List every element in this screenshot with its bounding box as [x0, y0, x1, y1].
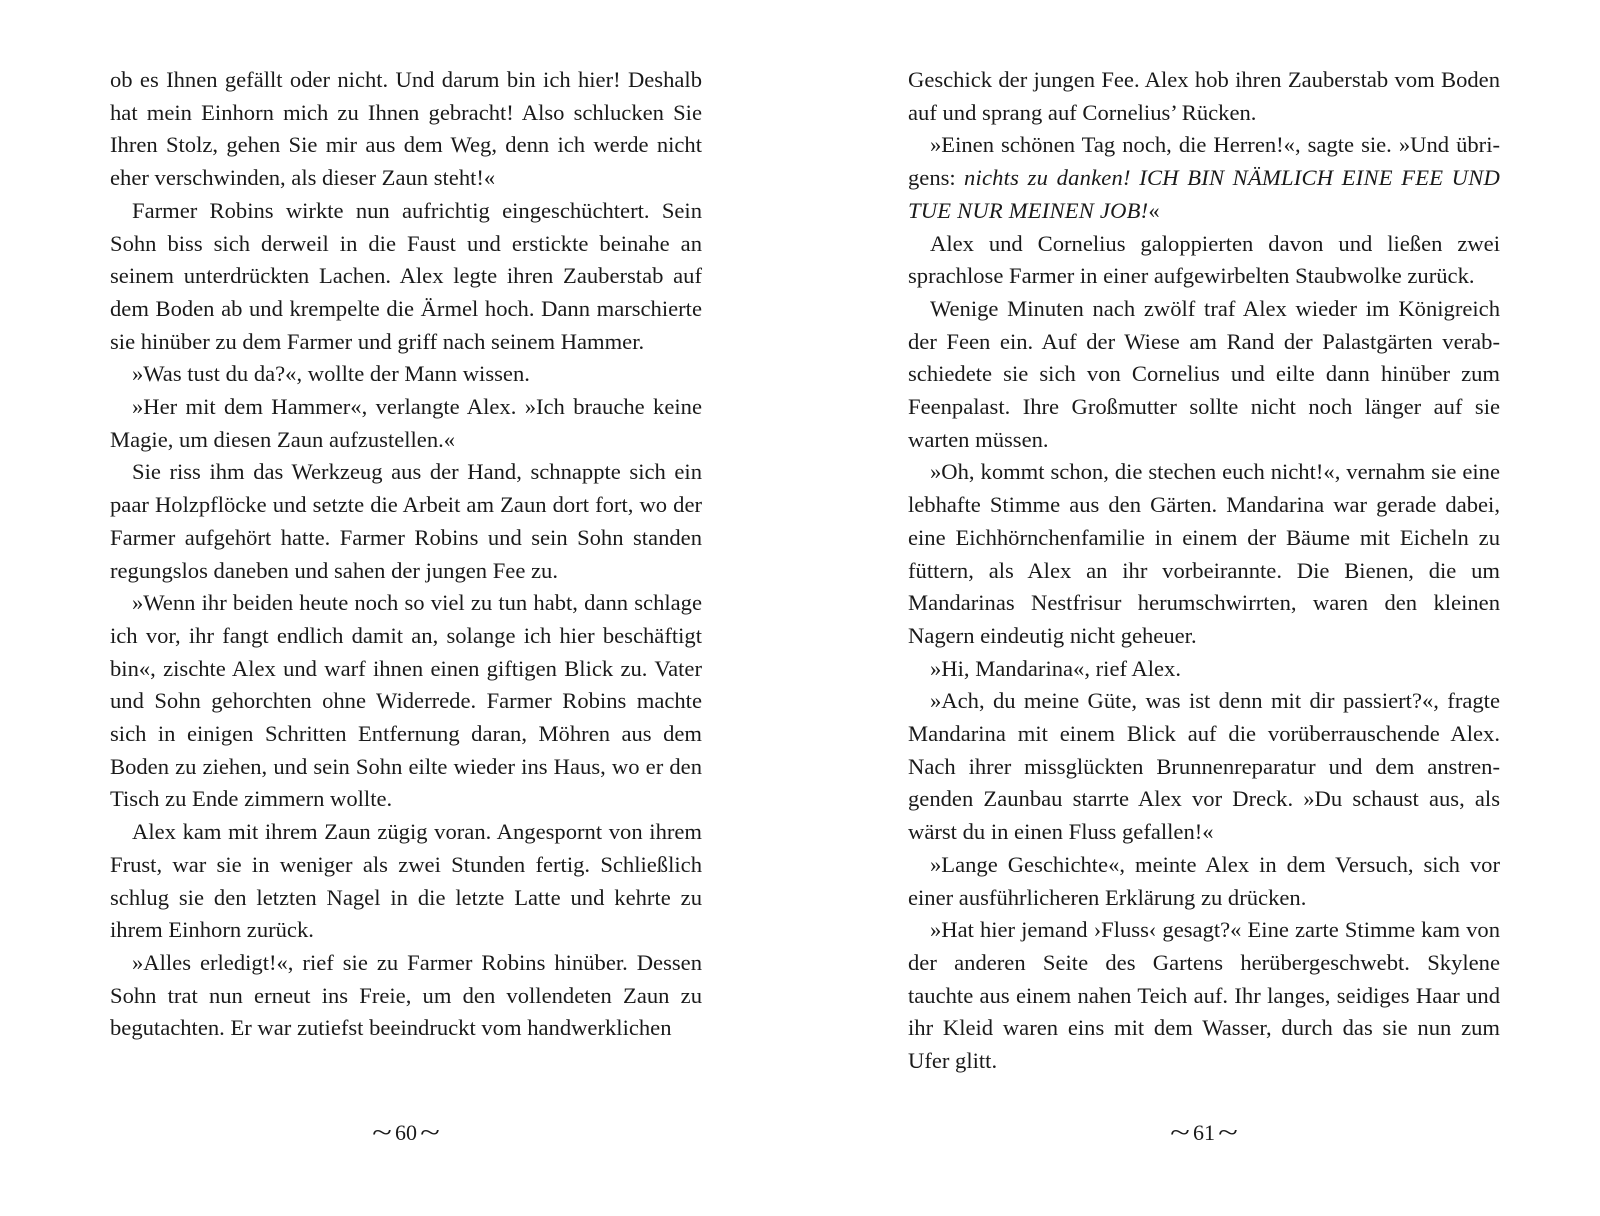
paragraph: Sie riss ihm das Werkzeug aus der Hand, schnappte sich ein paar Holzpflöcke und setzte die Arbeit am Zaun dort fort, wo der Farmer aufgehört hatte. Farmer Robins und sein Sohn standen regungslos daneben und sahen der jungen Fee zu.: [110, 459, 702, 583]
paragraph: »Her mit dem Hammer«, verlangte Alex. »Ich brauche keine Magie, um diesen Zaun aufzustellen.«: [110, 394, 702, 452]
folio-ornament: ~: [1218, 1118, 1238, 1147]
paragraph: Wenige Minuten nach zwölf traf Alex wieder im Königreich der Feen ein. Auf der Wiese am Rand der Palastgärten verabschiedete sie sich von Cornelius und eilte dann hinüber zum Feenpalast. Ihre Großmutter sollte nicht noch länger auf sie warten müssen.: [908, 295, 1500, 452]
paragraph: »Hi, Mandarina«, rief Alex.: [930, 655, 1181, 681]
paragraph: »Ach, du meine Güte, was ist denn mit dir passiert?«, fragte Mandarina mit einem Blick auf die vorüberrauschende Alex. Nach ihrer missglückten Brunnenreparatur und dem anstrengenden Zaunbau starrte Alex vor Dreck. »Du schaust aus, als wärst du in einen Fluss gefallen!«: [908, 688, 1500, 845]
paragraph-with-italic: [908, 129, 1500, 227]
page-number: 61: [1193, 1120, 1215, 1145]
folio-ornament: ~: [420, 1118, 440, 1147]
italic-phrase: nichts zu danken! ICH BIN NÄMLICH EINE FEE UND TUE NUR MEINEN JOB!: [908, 165, 1500, 223]
paragraph: »Oh, kommt schon, die stechen euch nicht!«, vernahm sie eine lebhafte Stimme aus den Gärten. Mandarina war gerade dabei, eine Eichhörnchenfamilie in einem der Bäume mit Eicheln zu füttern, als Alex an ihr vorbeirannte. Die Bienen, die um Mandarinas Nestfrisur herumschwirrten, waren den kleinen Nagern eindeutig nicht geheuer.: [908, 459, 1500, 648]
paragraph: Farmer Robins wirkte nun aufrichtig eingeschüchtert. Sein Sohn biss sich derweil in die Faust und erstickte beinahe an seinem unterdrückten Lachen. Alex legte ihren Zauberstab auf dem Boden ab und krempelte die Ärmel hoch. Dann marschierte sie hinüber zu dem Farmer und griff nach seinem Hammer.: [110, 197, 702, 354]
left-page: [110, 64, 702, 1045]
paragraph-text: »Einen schönen Tag noch, die Herren!«, sagte sie. »Und übrigens:: [908, 132, 1500, 191]
paragraph: Geschick der jungen Fee. Alex hob ihren Zauberstab vom Boden auf und sprang auf Cornelius’ Rücken.: [908, 67, 1500, 125]
folio-ornament: ~: [372, 1118, 392, 1147]
right-page: [908, 64, 1500, 1078]
paragraph: »Alles erledigt!«, rief sie zu Farmer Robins hinüber. Dessen Sohn trat nun erneut ins Freie, um den vollendeten Zaun zu begutachten. Er war zutiefst beeindruckt vom handwerklichen: [110, 949, 702, 1041]
folio-ornament: ~: [1170, 1118, 1190, 1147]
paragraph: »Hat hier jemand ›Fluss‹ gesagt?« Eine zarte Stimme kam von der anderen Seite des Gartens herübergeschwebt. Skylene tauchte aus einem nahen Teich auf. Ihr langes, seidiges Haar und ihr Kleid waren eins mit dem Wasser, durch das sie nun zum Ufer glitt.: [908, 917, 1500, 1074]
paragraph: »Was tust du da?«, wollte der Mann wissen.: [132, 361, 530, 387]
paragraph: »Lange Geschichte«, meinte Alex in dem Versuch, sich vor einer ausführlicheren Erklärung zu drücken.: [908, 851, 1500, 910]
paragraph: »Wenn ihr beiden heute noch so viel zu tun habt, dann schlage ich vor, ihr fangt endlich damit an, solange ich hier beschäftigt bin«, zischte Alex und warf ihnen einen giftigen Blick zu. Vater und Sohn gehorchten ohne Widerrede. Farmer Robins machte sich in einigen Schritten Entfernung daran, Möhren aus dem Boden zu ziehen, und sein Sohn eilte wieder ins Haus, wo er den Tisch zu Ende zimmern wollte.: [110, 590, 702, 812]
page-number-left: [110, 1118, 702, 1148]
page-number: 60: [395, 1120, 417, 1145]
closing-quote: «: [1148, 197, 1160, 223]
paragraph: Alex kam mit ihrem Zaun zügig voran. Angespornt von ihrem Frust, war sie in weniger als zwei Stunden fertig. Schließlich schlug sie den letzten Nagel in die letzte Latte und kehrte zu ihrem Einhorn zurück.: [110, 819, 702, 943]
paragraph: ob es Ihnen gefällt oder nicht. Und darum bin ich hier! Deshalb hat mein Einhorn mich zu Ihnen gebracht! Also schlucken Sie Ihren Stolz, gehen Sie mir aus dem Weg, denn ich werde nicht eher verschwinden, als dieser Zaun steht!«: [110, 67, 702, 191]
page-number-right: [908, 1118, 1500, 1148]
paragraph: Alex und Cornelius galoppierten davon und ließen zwei sprachlose Farmer in einer aufgewirbelten Staubwolke zurück.: [908, 230, 1500, 289]
